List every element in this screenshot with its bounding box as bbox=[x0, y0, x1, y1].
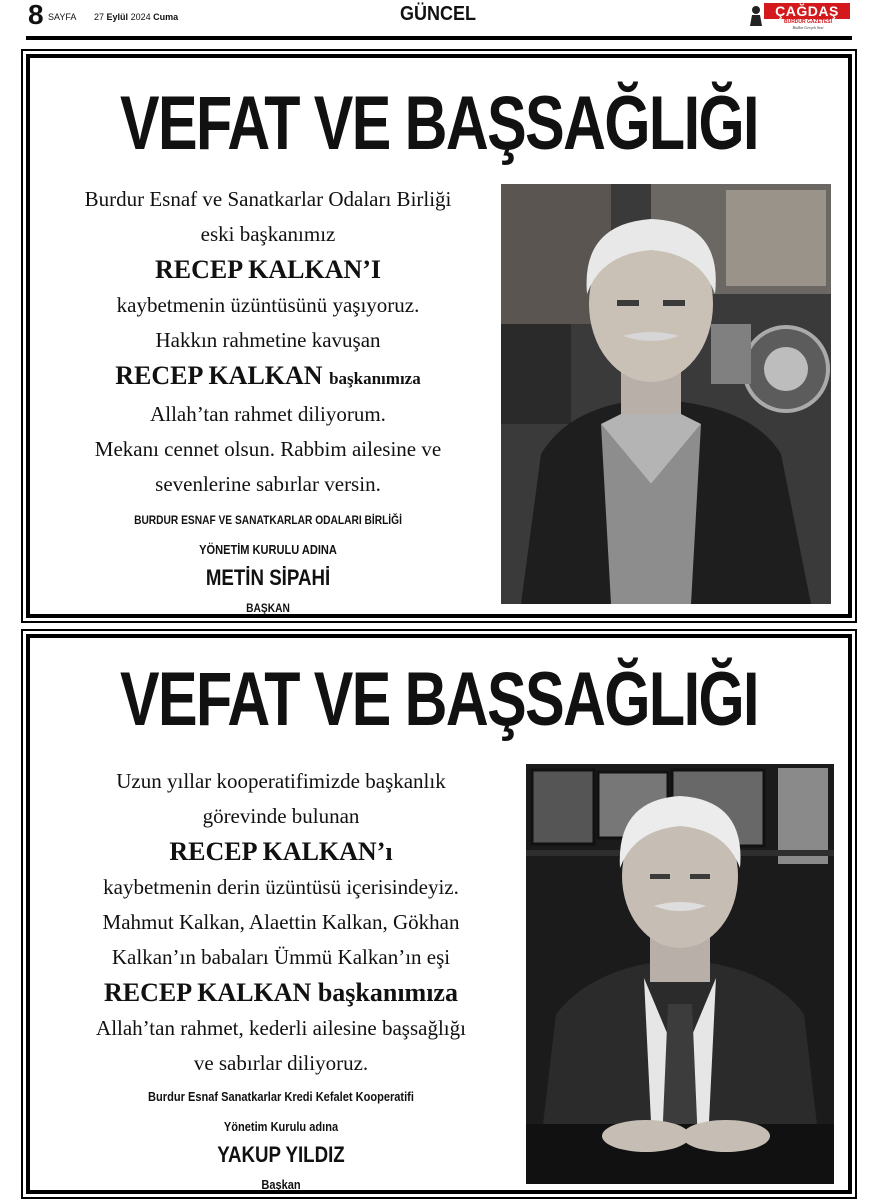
portrait-illustration bbox=[501, 184, 831, 604]
notice-line: Kalkan’ın babaları Ümmü Kalkan’ın eşi bbox=[111, 945, 451, 969]
logo-subtitle: BURDUR GAZETESİ bbox=[783, 19, 833, 25]
portrait-photo bbox=[501, 184, 831, 604]
obituary-notice-1 bbox=[26, 54, 852, 618]
title-word: başkanımıza bbox=[329, 369, 421, 388]
notice-line: görevinde bulunan bbox=[202, 804, 360, 828]
signer-name: YAKUP YILDIZ bbox=[217, 1142, 345, 1167]
notice-line: Allah’tan rahmet, kederli ailesine başsağlığı bbox=[96, 1016, 466, 1040]
notice-text bbox=[48, 182, 488, 622]
portrait-illustration bbox=[526, 764, 834, 1184]
notice-line: Mahmut Kalkan, Alaettin Kalkan, Gökhan bbox=[102, 910, 460, 934]
signer-name: METİN SİPAHİ bbox=[205, 565, 331, 590]
signing-organization: BURDUR ESNAF VE SANATKARLAR ODALARI BİRLİĞİ bbox=[134, 513, 402, 527]
notice-line: kaybetmenin derin üzüntüsü içerisindeyiz. bbox=[103, 875, 459, 899]
page-word: SAYFA bbox=[48, 12, 77, 22]
notice-text bbox=[48, 764, 514, 1199]
notice-line bbox=[48, 358, 488, 397]
page-number: 8 bbox=[28, 0, 44, 30]
signer-role: Başkan bbox=[261, 1177, 301, 1192]
date-year: 2024 bbox=[130, 12, 151, 22]
date-weekday: Cuma bbox=[153, 12, 179, 22]
notice-line: kaybetmenin üzüntüsünü yaşıyoruz. bbox=[116, 293, 420, 317]
notice-line: sevenlerine sabırlar versin. bbox=[155, 472, 381, 496]
deceased-name: RECEP KALKAN bbox=[115, 361, 323, 390]
date-day-number: 27 bbox=[94, 12, 105, 22]
deceased-name: RECEP KALKAN’ı bbox=[169, 837, 393, 866]
notice-line: Burdur Esnaf ve Sanatkarlar Odaları Birliği bbox=[84, 187, 452, 211]
notice-title: VEFAT VE BAŞSAĞLIĞI bbox=[120, 657, 758, 742]
page-header bbox=[0, 0, 878, 34]
obituary-notice-2 bbox=[26, 634, 852, 1194]
notice-line: Allah’tan rahmet diliyorum. bbox=[150, 402, 386, 426]
notice-title: VEFAT VE BAŞSAĞLIĞI bbox=[120, 81, 758, 166]
signer-role: BAŞKAN bbox=[246, 601, 290, 615]
notice-line: Hakkın rahmetine kavuşan bbox=[155, 328, 381, 352]
notice-line: eski başkanımız bbox=[200, 222, 336, 246]
header-rule bbox=[26, 36, 852, 40]
logo-figure-icon bbox=[748, 4, 764, 26]
deceased-name: RECEP KALKAN’I bbox=[154, 255, 382, 284]
notice-line: Uzun yıllar kooperatifimizde başkanlık bbox=[116, 769, 446, 793]
date-month: Eylül bbox=[106, 12, 129, 22]
signing-organization: Burdur Esnaf Sanatkarlar Kredi Kefalet Kooperatifi bbox=[148, 1089, 414, 1104]
deceased-name: RECEP KALKAN başkanımıza bbox=[104, 978, 458, 1007]
logo-name: ÇAĞDAŞ bbox=[764, 3, 850, 19]
newspaper-logo bbox=[748, 2, 852, 30]
portrait-photo bbox=[526, 764, 834, 1184]
board-line: YÖNETİM KURULU ADINA bbox=[199, 542, 337, 557]
logo-tagline: Halkın Gerçek Sesi bbox=[792, 25, 824, 30]
notice-line: Mekanı cennet olsun. Rabbim ailesine ve bbox=[94, 437, 442, 461]
notice-line: ve sabırlar diliyoruz. bbox=[193, 1051, 369, 1075]
board-line: Yönetim Kurulu adına bbox=[223, 1119, 339, 1134]
issue-date bbox=[94, 12, 178, 22]
section-title: GÜNCEL bbox=[400, 3, 477, 25]
